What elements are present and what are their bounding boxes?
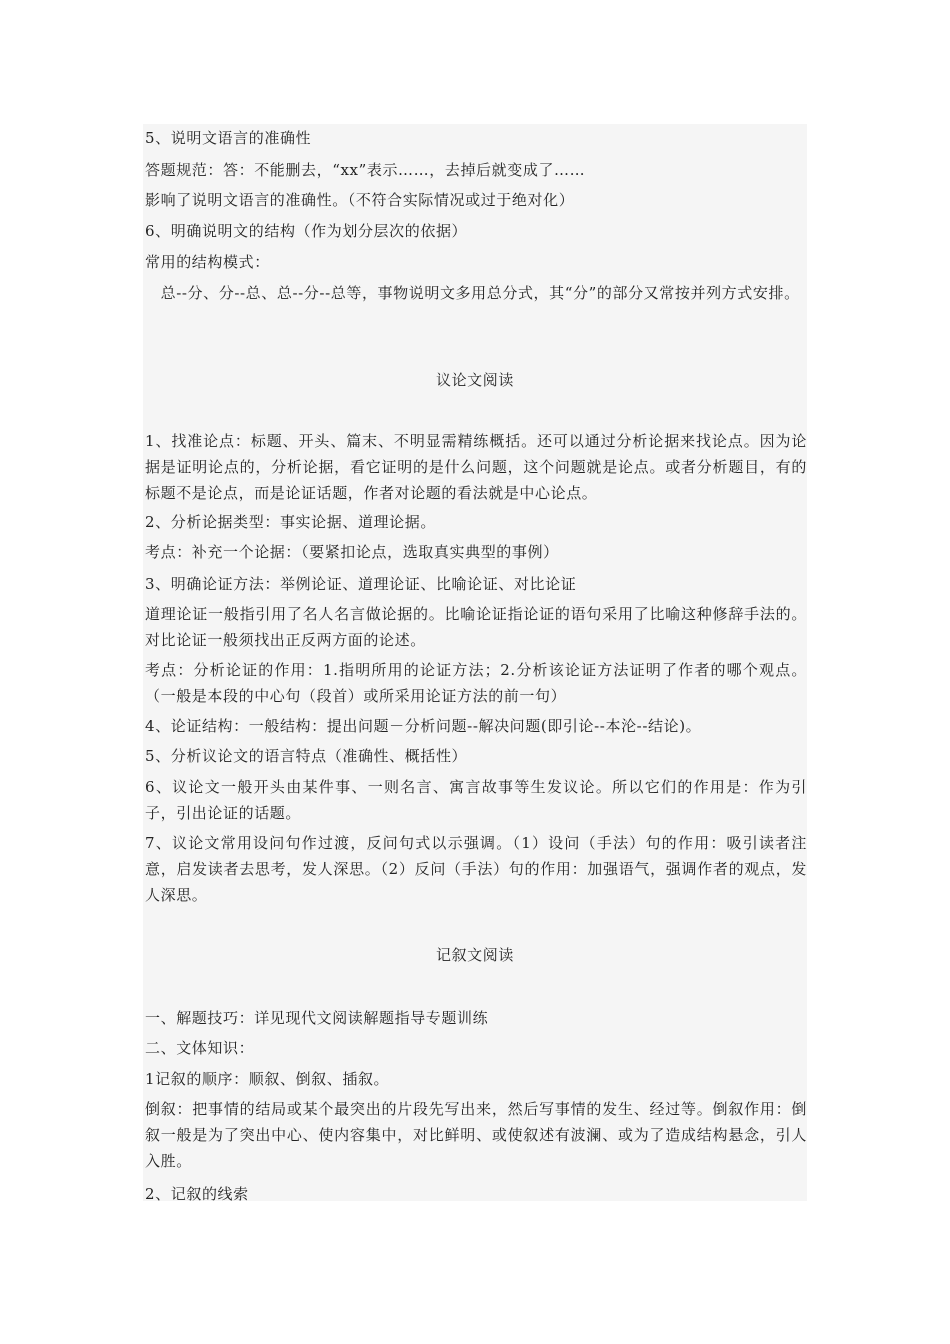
text-paragraph: 7、议论文常用设问句作过渡，反问句式以示强调。（1）设问（手法）句的作用：吸引读者注意，启发读者去思考，发人深思。（2）反问（手法）句的作用：加强语气，强调作者的观点，发人深思。 (145, 834, 807, 904)
text-line: 3、明确论证方法：举例论证、道理论证、比喻论证、对比论证 (145, 575, 577, 593)
text-line: 常用的结构模式： (145, 253, 270, 271)
text-line: 5、说明文语言的准确性 (145, 129, 312, 147)
text-line: 2、分析论据类型：事实论据、道理论据。 (145, 513, 436, 531)
text-line: 一、解题技巧：详见现代文阅读解题指导专题训练 (145, 1009, 489, 1027)
text-line: 1记叙的顺序：顺叙、倒叙、插叙。 (145, 1070, 390, 1088)
text-line: 4、论证结构：一般结构：提出问题－分析问题--解决问题(即引论--本沦--结论)。 (145, 717, 702, 735)
text-line: 考点：补充一个论据：（要紧扣论点，选取真实典型的事例） (145, 543, 559, 561)
text-line: 5、分析议论文的语言特点（准确性、概括性） (145, 747, 468, 765)
section-heading-argument: 议论文阅读 (435, 371, 514, 389)
text-line: 6、明确说明文的结构（作为划分层次的依据） (145, 222, 468, 240)
text-line: 2、记叙的线索 (145, 1185, 249, 1203)
text-paragraph: 倒叙：把事情的结局或某个最突出的片段先写出来，然后写事情的发生、经过等。倒叙作用：倒叙一般是为了突出中心、使内容集中，对比鲜明、或使叙述有波澜、或为了造成结构悬念，引人入胜。 (145, 1100, 807, 1170)
text-paragraph: 6、议论文一般开头由某件事、一则名言、寓言故事等生发议论。所以它们的作用是：作为引子，引出论证的话题。 (145, 778, 807, 822)
text-paragraph: 考点：分析论证的作用：1.指明所用的论证方法；2.分析该论证方法证明了作者的哪个观点。（一般是本段的中心句（段首）或所采用论证方法的前一句） (145, 661, 807, 705)
text-paragraph: 道理论证一般指引用了名人名言做论据的。比喻论证指论证的语句采用了比喻这种修辞手法的。对比论证一般须找出正反两方面的论述。 (145, 605, 807, 649)
text-line: 二、文体知识： (145, 1039, 255, 1057)
section-heading-narrative: 记叙文阅读 (435, 946, 514, 964)
text-paragraph: 1、找准论点：标题、开头、篇末、不明显需精练概括。还可以通过分析论据来找论点。因为论据是证明论点的，分析论据，看它证明的是什么问题，这个问题就是论点。或者分析题目，有的标题不是论点，而是论证话题，作者对论题的看法就是中心论点。 (145, 432, 807, 502)
text-line: 影响了说明文语言的准确性。（不符合实际情况或过于绝对化） (145, 191, 575, 209)
text-paragraph: 总--分、分--总、总--分--总等，事物说明文多用总分式，其“分”的部分又常按并列方式安排。 (145, 284, 800, 302)
text-line: 答题规范：答：不能删去，“xx”表示……，去掉后就变成了…… (145, 161, 586, 179)
